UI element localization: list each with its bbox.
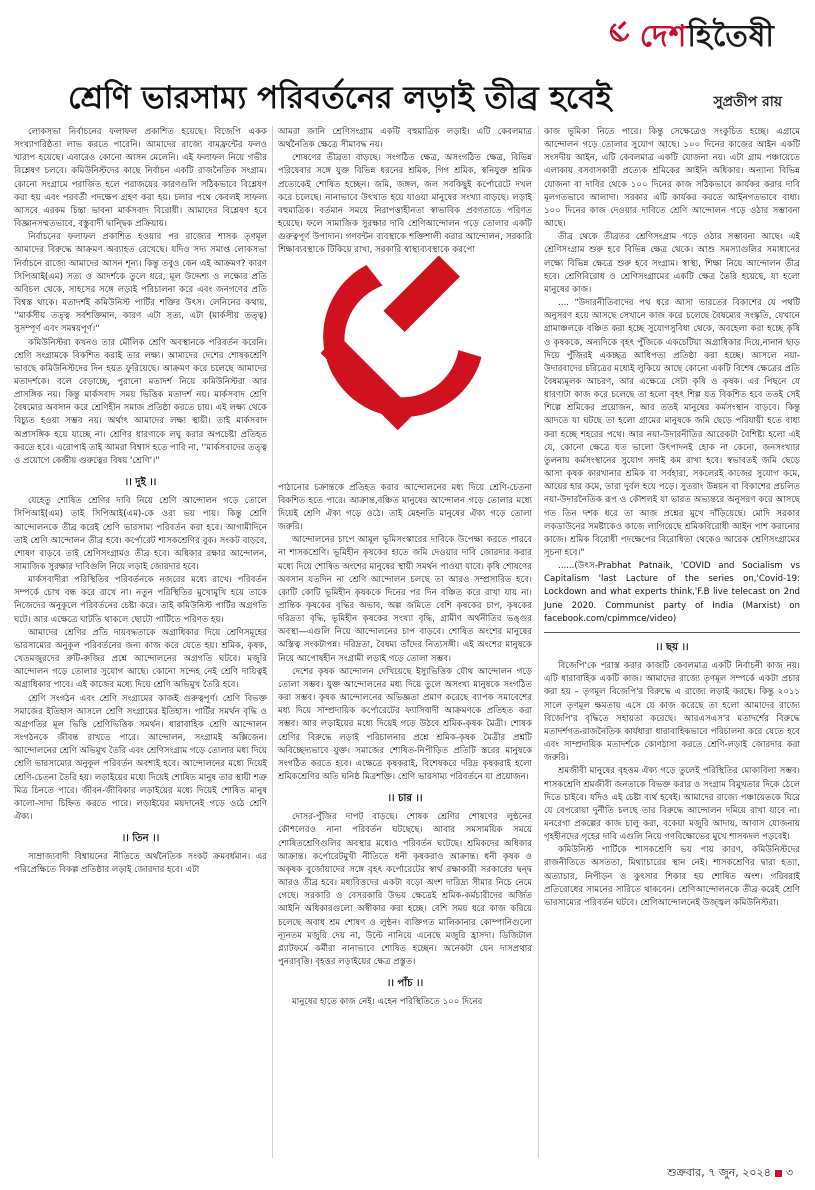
- square-icon: [775, 1170, 782, 1177]
- paragraph: বিজেপি'কে পরাস্ত করার কাজটি কেবলমাত্র একটি নির্বাচনী কাজ নয়। এটি ধারাবাহিক একটি কাজ। আমাদের রাজ্যে তৃণমূল সম্পর্কে একটা প্রচার করা হয় – তৃণমূল বিজেপি'র বিরুদ্ধে এ রাজ্যে লড়াই করছে। কিন্তু ২০১১ সালে তৃণমূল ক্ষমতায় এসে যে কাজ করেছে তা হলো আমাদের রাজ্যে বিজেপি'র বৃদ্ধিতে সহায়তা করেছে। আরএসএস'র মতাদর্শের বিরুদ্ধে মতাদর্শগত-রাজনৈতিক কার্যধারা ধারাবাহিকভাবে পরিচালনা করে যেতে হবে এবং সাম্প্রদায়িক মতাদর্শকে কোণঠাসা করতে শ্রেণি-লড়াই জোরদার করা জরুরি।: [544, 661, 800, 764]
- issue-date: শুক্রবার, ৭ জুন, ২০২৪: [667, 1166, 771, 1179]
- page-number: ৩: [785, 1166, 793, 1179]
- paragraph: তীব্র থেকে তীব্রতর শ্রেণিসংগ্রাম গড়ে ওঠার সম্ভাবনা আছে। এই শ্রেণিসংগ্রাম শুরু হবে বিভিন্ন ক্ষেত্র থেকে। আশু সমস্যাগুলির সমাধানের লক্ষ্যে বিভিন্ন ক্ষেত্রে শুরু হবে সংগ্রাম। স্বাস্থ্য, শিক্ষা নিয়ে আন্দোলন তীব্র হবে। শ্রেণিবিরোধ ও শ্রেণিসংগ্রামের একটি ক্ষেত্র তৈরি হয়েছে, যা হলো মানুষের কাজ।: [544, 232, 800, 295]
- paragraph: দেশের কৃষক আন্দোলন দেখিয়েছে ইস্যুভিত্তিক যৌথ আন্দোলন গড়ে তোলা সম্ভব। যুক্ত আন্দোলনের মধ্য দিয়ে তুলে অসংখ্য মানুষকে সংগঠিত করা সম্ভব। কৃষক আন্দোলনের অভিজ্ঞতা প্রমাণ করেছে ব্যাপক সমাবেশের মধ্য দিয়ে সাম্প্রদায়িক কর্পোরেটের ফ্যাসিবাদী আক্রমণকে প্রতিহত করা সম্ভব। আর লড়াইয়ের মধ্যে দিয়েই গড়ে উঠবে শ্রমিক-কৃষক মৈত্রী। শোষক শ্রেণির বিরুদ্ধে লড়াই পরিচালনার প্রশ্নে শ্রমিক-কৃষক মৈত্রীর প্রশ্নটি অবিচ্ছেদ্যভাবে যুক্ত। সমাজের শোষিত-নিপীড়িত প্রতিটি স্তরের মানুষকে সংগঠিত করতে হবে। এক্ষেত্রে কৃষকরাই, বিশেষকরে দরিদ্র কৃষকরাই হলো শ্রমিকশ্রেণির অতি ঘনিষ্ঠ মিত্রশক্তি। শ্রেণি ভারসাম্য পরিবর্তনে যা প্রয়োজন।: [278, 666, 532, 782]
- paragraph: কমিউনিস্টরা কখনও তার মৌলিক শ্রেণি অবস্থানকে পরিবর্তন করেনি। শ্রেণি সংগ্রামকে বিকশিত করাই তার লক্ষ্য। আমাদের দেশের শোষকশ্রেণি ভাবছে কমিউনিস্টদের দিন হয়ত ফুরিয়েছে। আক্রমণ করে চলেছে আমাদের মতাদর্শকে। বলে বেড়াচ্ছে, পুরানো মতাদর্শ নিয়ে কমিউনিস্টরা আর প্রাসঙ্গিক নয়। কিন্তু মার্কসবাদ সময় ভিত্তিক মতাদর্শ নয়। মার্কসবাদ শ্রেণি বৈষম্যের অবসান করে শ্রেণিহীন সমাজ প্রতিষ্ঠা করতে চায়। এই লক্ষ্য থেকে বিচ্যুত হওয়া সম্ভব নয়। অর্থাৎ আমাদের লক্ষ্য স্থায়ী। তাই মার্কসবাদ অপ্রাসঙ্গিক হয়ে যাচ্ছে না। শ্রেণির ধারণাকে লঘু করার অপচেষ্টা প্রতিহত করতে হবে। এরোপাই তাই আমরা বিশ্বাস হতে পারি না, ''মার্কসবাদের তত্ত্ব ও প্রয়োগে কেন্দ্রীয় গুরুত্বের বিষয় 'শ্রেণি'।'': [14, 337, 267, 466]
- paragraph: .... "উদারনীতিবাদের পথ ধরে আসা ভারতের বিকাশের যে পথটি অনুসরণ হয়ে আসছে সেখানে কাজ করে চলেছে বৈষম্যের সংস্কৃতি, যেখানে গ্রামাঞ্চলকে বঞ্চিত করা হচ্ছে সুযোগসুবিধা থেকে, অবহেলা করা হচ্ছে কৃষি ও কৃষককে, অন্যদিকে বৃহৎ পুঁজিকে একচেটিয়া অগ্রাধিকার দিয়ে,নানান ছাড় দিয়ে পুঁজিরই একচ্ছত্র আধিপত্য প্রতিষ্ঠা করা হচ্ছে। আসলে নয়া-উদারবাদের চরিত্রের মধ্যেই লুকিয়ে আছে কোনো একটি বিশেষ ক্ষেত্রের প্রতি বৈষম্যমূলক আচরণ, আর এক্ষেত্রে সেটা কৃষি ও কৃষক। এর পিছনে যে ধারণাটা কাজ করে চলেছে তা হলো বৃহৎ শিল্প যত বিকশিত হবে ততই সেই শিল্পে শ্রমিকের প্রয়োজন, আর ততই মানুষের কর্মসংস্থান বাড়বে। কিন্তু আদতে যা ঘটছে তা হলো গ্রামের মানুষকে জমি ছেড়ে পরিযায়ী হতে বাধ্য করা হচ্ছে শহরের পথে। আর নয়া-উদারনীতির আরেকটা বৈশিষ্ট্য হলো এই যে, কোনো ক্ষেত্রে যত ভালো উৎপাদনই হোক না কেনো, জনসংখ্যার তুলনায় কর্মসংস্থানের সুযোগ সদাই কম রাখা হবে। স্বভাবতই জমি ছেড়ে আসা কৃষক কারখানার শ্রমিক বা সর্বহারা, সকলেরই কাজের সুযোগ কমে, আয়ের হার কমে, তারা দুর্বল হয়ে পড়ে। সুতরাং উন্নয়ন বা বিকাশের প্রচলিত নয়া-উদারনৈতিক রূপ ও কৌশলই যা ভারত অভ্যন্তরে অনুসরণ করে আসছে গত তিন দশক ধরে তা আজ প্রশ্নের মুখে দাঁড়িয়েছে। মোদি সরকার লকডাউনের সমষ্টাকেও কাজে লাগিয়েছে শ্রমিকবিরোধী আইন পাশ করানোর কাজে। শ্রমিক বিরোধী পদক্ষেপের বিরোধিতা থেকেও আরেক শ্রেণিসংগ্রামের সূচনা হবে।": [544, 298, 800, 558]
- paragraph: যেহেতু শোষিত শ্রেণির দাবি নিয়ে শ্রেণি আন্দোলন গড়ে তোলে সিপিআই(এম) তাই সিপিআই(এম)-কে ওরা ভয় পায়। কিন্তু শ্রেণি আন্দোলনকে তীব্র করেই শ্রেণি ভারসাম্য পরিবর্তন করা হবে। আগামীদিনে তাই শ্রেণি আন্দোলন তীব্র হবে। কর্পোরেট শাসকশ্রেণির বুক। সংকট বাড়বে, শোষণ বাড়বে তাই শ্রেণিসংগ্রামও তীব্র হবে। অধিকার রক্ষার আন্দোলন, সামাজিক সুরক্ষার দাবিগুলি নিয়ে লড়াই জোরদার হবে।: [14, 496, 267, 572]
- paragraph: শ্রমজীবী মানুষের বৃহত্তম ঐক্য গড়ে তুলেই পরিস্থিতির মোকাবিলা সম্ভব। শাসকশ্রেণি শ্রমজীবী জনতাকে বিভক্ত করার ও সংগ্রাম বিমুখতার দিকে ঠেলে দিতে চাইবে। যদিও এই চেষ্টা ব্যর্থ হবেই। আমাদের রাজ্যে পঞ্চায়েতকে ঘিরে যে বেপরোয়া দুর্নীতি চলছে তার বিরুদ্ধে আন্দোলন দমিয়ে রাখা যাবে না। মনরেগা প্রকল্পের কাজ চালু করা, বকেয়া মজুরি আদায়, আবাস যোজনায় গৃহহীনদের গৃহের দাবি এগুলি নিয়ে গণবিক্ষোভের মুখে শাসকদল পড়বেই।: [544, 766, 800, 843]
- paragraph: আন্দোলনের চাপে আমূল ভূমিসংস্কারের দাবিকে উপেক্ষা করতে পারবে না শাসকশ্রেণি। ভূমিহীন কৃষকের হাতে জমি দেওয়ার দাবি জোরদার করার মধ্যে দিয়ে শোষিত অংশের মানুষের স্থায়ী সমর্থন পাওয়া যাবে। কৃষি শোষণের অবসান যতদিন না শ্রেণি আন্দোলন চলছে তা আরও সম্প্রসারিত হবে। কোটি কোটি ভূমিহীন কৃষককে দিনের পর দিন বঞ্চিত করে রাখা যায় না। প্রান্তিক কৃষকের বৃদ্ধির অভাব, অল্প জমিতে বেশি কৃষকের চাপ, কৃষকের দরিদ্রতা বৃদ্ধি, ভূমিহীন কৃষকের সংখ্যা বৃদ্ধি, গ্রামীণ অর্থনীতির ভঙ্গুর অবস্থা—এগুলি নিয়ে আন্দোলনের চাপ বাড়বে। শোষিত অংশের মানুষের অস্তিত্ব সংকটাপন্ন। দরিদ্রতা, বৈষম্য তাঁদের নিত্যসঙ্গী। এই অংশের মানুষকে নিয়ে আপোষহীন সংগ্রামী লড়াই গড়ে তোলা সম্ভব।: [278, 535, 532, 664]
- headline-row: [28, 74, 788, 122]
- page-footer: [667, 1164, 793, 1183]
- hammer-sickle-icon: [607, 18, 633, 44]
- paragraph: কমিউনিস্ট পার্টিকে শাসকশ্রেণি ভয় পায় কারণ, কমিউনিস্টদের রাজনীতিতে অসততা, মিথ্যাচারের স্থান নেই। শাসকশ্রেণির দ্বারা হত্যা, অত্যাচার, নিপীড়ন ও কুৎসার শিকার হয় শোষিত অংশ। গরিবরাই প্রতিরোধের সামনের সারিতে থাকবেন। শ্রেণিআন্দোলনকে তীব্র করেই শ্রেণি ভারসাম্যের পরিবর্তন ঘটবে। শ্রেণিআন্দোলনেই উজ্জ্বল কমিউনিস্টরা।: [544, 845, 800, 908]
- headline: শ্রেণি ভারসাম্য পরিবর্তনের লড়াই তীব্র হবেই: [68, 80, 612, 116]
- paragraph: আমাদের শ্রেণির প্রতি দায়বদ্ধতাকে অগ্রাধিকার দিয়ে শ্রেণিসমূহের ভারসাম্যের অনুকূল পরিবর্তনের জন্য কাজ করে যেতে হয়। শ্রমিক, কৃষক, খেতমজুরদের রুটি-রুজির প্রশ্নে আন্দোলনের অগ্রগতি ঘটবে। মজুরি আন্দোলন গড়ে তোলার সুযোগ আছে। কোনো সন্দেহ নেই শ্রেণি দায়িত্বই অগ্রাধিকার পাবে। এই কাজের মধ্যে দিয়ে শ্রেণি অভিমুখ তৈরি হবে।: [14, 627, 267, 691]
- hammer-sickle-icon: [286, 218, 516, 450]
- divider: [544, 632, 800, 633]
- brand-black: হিতৈষী: [687, 19, 775, 54]
- section-heading: ।। পাঁচ ।।: [386, 978, 424, 990]
- paragraph: শোষণের তীব্রতা বাড়ছে। সংগঠিত ক্ষেত্র, অসংগঠিত ক্ষেত্র, বিভিন্ন পরিষেবার সঙ্গে যুক্ত বিভিন্ন ধরনের শ্রমিক, গিগ শ্রমিক, স্বনিযুক্ত শ্রমিক প্রত্যেকেই শোষিত হচ্ছেন। জমি, জঙ্গল, জল সবকিছুই কর্পোরেটে দখল করে চলেছে। নানাভাবে উৎখাত হয়ে যাওয়া মানুষের সংখ্যা বাড়ছে। লড়াই বহুমাত্রিক। বর্তমান সময়ে নিরাপত্তাহীনতা স্বাভাবিক প্রবণতাতে পরিণত হয়েছে। ফলে সামাজিক সুরক্ষার দাবি শ্রেণিআন্দোলন গড়ে তোলার একটি গুরুত্বপূর্ণ উপাদান। গণবন্টন ব্যবস্থাকে শক্তিশালী করার আন্দোলন, সরকারি শিক্ষাব্যবস্থাকে টিকিয়ে রাখা, সরকারি স্বাস্থ্যব্যবস্থাকে করপো: [278, 153, 532, 256]
- paragraph: নির্বাচনের ফলাফল প্রকাশিত হওয়ার পর রাজ্যের শাসক তৃণমূল আমাদের বিরুদ্ধে আক্রমণ অব্যাহত রেখেছে। যদিও সদ্য সমাপ্ত লোকসভা নির্বাচনে রাজ্যে আমাদের আসন শূন্য। কিন্তু তবুও কেন এই আক্রমণ? কারণ সিপিআই(এম) সত্য ও আদর্শকে তুলে ধরে, মূল উদ্দেশ্য ও লক্ষ্যের প্রতি অবিচল থেকে, সাহসের সঙ্গে লড়াই পরিচালনা করে এবং জনগণের প্রতি বিশ্বস্ত থাকে। মতাদর্শই কমিউনিস্ট পার্টির শক্তির উৎস। লেনিনের কথায়, ''মার্কসীয় তত্ত্ব সর্বশক্তিমান, কারণ এটা সত্য, এটা (মার্কসীয় তত্ত্ব) সুসম্পূর্ণ এবং সমন্বয়পূর্ণ।'': [14, 232, 267, 335]
- paragraph: মানুষের হাতে কাজ নেই। এহেন পরিস্থিতিতে ১০০ দিনের: [292, 997, 483, 1008]
- brand-name: [640, 12, 775, 63]
- masthead: [0, 0, 815, 66]
- paragraph: শ্রেণি সংগঠন এবং শ্রেণি সংগ্রামের কাজই গুরুত্বপূর্ণ। শ্রেণি বিভক্ত সমাজের ইতিহাস আসলে শ্রেণি সংগ্রামের ইতিহাস। পার্টির সমর্থন বৃদ্ধি ও অগ্রগতির মূল ভিত্তি শ্রেণিভিত্তিক সমর্থন। ধারাবাহিক শ্রেণি আন্দোলন সংগঠনকে জীবন্ত রাখতে পারে। আন্দোলন, সংগ্রামই অক্সিজেন। আন্দোলনের শ্রেণি অভিমুখ তৈরি এবং শ্রেণিসংগ্রাম গড়ে তোলার মধ্য দিয়ে শ্রেণি ভারসাম্যের অনুকূল পরিবর্তন অবশ্যই হবে। আন্দোলনের মধ্যে দিয়েই শ্রেণি-চেতনা তৈরি হয়। লড়াইয়ের মধ্যে দিয়েই শোষিত মানুষ তার স্থায়ী শত্রু মিত্র চিনতে পারে। জীবন-জীবিকার লড়াইয়ের মধ্যে দিয়েই শোষিত মানুষ কালো-সাদা চিহ্নিত করতে পারে। লড়াইয়ের ময়দানেই গড়ে ওঠে শ্রেণি ঐক্য।: [14, 693, 267, 822]
- byline: সুপ্রতীপ রায়: [713, 94, 782, 110]
- brand-red: দেশ: [639, 19, 688, 54]
- section-heading: ।। দুই ।।: [124, 477, 157, 489]
- paragraph: কাজ ভূমিকা নিতে পারে। কিন্তু সেক্ষেত্রেও সংকুচিত হচ্ছে। এগ্রামে আন্দোলন গড়ে তোলার সুযোগ আছে। ১০০ দিনের কাজের আইন একটি সংসদীয় আইন, এটি কেবলমাত্র একটি যোজনা নয়। এটা গ্রাম পঞ্চায়েতে এলাকায় বসবাসকারী প্রত্যেক শ্রমিকের আইনি অধিকার। অন্যান্য বিভিন্ন যোজনা বা দাবির থেকে ১০০ দিনের কাজ সঠিকভাবে কার্যকর করার দাবি মূলগতভাবে আলাদা। সরকার এটি কার্যকর করতে আইনগতভাবে বাধ্য। ১০০ দিনের কাজ দেওয়ার দাবিতে শ্রেণি আন্দোলন গড়ে ওঠার সম্ভাবনা আছে।: [544, 127, 800, 230]
- section-heading: ।। চার ।।: [387, 793, 423, 805]
- paragraph: মার্কসবাদীরা পরিস্থিতির পরিবর্তনকে নজরের মধ্যে রাখে। পরিবর্তন সম্পর্কে চোখ বন্ধ করে রাখে না। নতুন পরিস্থিতির মুখোমুখি হয়ে তাকে নিজেদের অনুকূলে পরিবর্তনের চেষ্টা করে। তাই কমিউনিস্ট পার্টির অগ্রগতি ঘটে। আর এক্ষেত্রে ঘাটতি থাকলে ছোটো পার্টিতে পরিণত হয়।: [14, 575, 267, 625]
- citation: ......(উৎস-Prabhat Patnaik, 'COVID and Socialism vs Capitalism 'last Lacture of the series on,'Covid-19: Lockdown and what experts think,'F.B live telecast on 2nd June 2020. Communist party of India (Marxist) on facebook.com/cpimmce/video): [544, 561, 800, 624]
- column-1: [14, 126, 267, 878]
- paragraph: আমরা জানি শ্রেণিসংগ্রাম একটি বহুমাত্রিক লড়াই। এটি কেবলমাত্র অর্থনৈতিক ক্ষেত্রে সীমাবদ্ধ নয়।: [278, 127, 532, 151]
- paragraph: দোসর-পুঁজির দাপট বাড়ছে। শোষক শ্রেণির শোষণের লুন্ঠনের কৌশলেরও নানা পরিবর্তন ঘটছেছে। আবার সমসাময়িক সময়ে শোষিতশ্রেণিগুলির অবস্থার মধ্যেও পরিবর্তন ঘটেছে। শ্রমিকদের অধিকার আক্রান্ত। কর্পোরেটমুখী নীতিতে ধনী কৃষকরাও আক্রান্ত। ধনী কৃষক ও অকৃষক বুর্জোয়াদের সঙ্গে বৃহৎ কর্পোরেটের স্বার্থ রক্ষাকারী সরকারের দ্বন্দ্ব আরও তীব্র হবে। মধ্যবিত্তদের একটা বড়ো অংশ দারিদ্র্য সীমার নিচে নেমে গেছে। সরকারি ও বেসরকারি উভয় ক্ষেত্রেই শ্রমিক-কর্মচারীদের অর্জিত আইনি অধিকারগুলো অস্বীকার করা হচ্ছে। বেশি সময় ধরে কাজ করিয়ে চলেছে অবাধ শ্রম শোষণ ও লুন্ঠন। ব্যক্তিগত মালিকানার কোম্পানিগুলো ন্যূনতম মজুরি দেয় না, উল্টে নানিয়ে এনেছে মজুরি হ্রাসদা। ডিজিটাল প্ল্যাটফর্মে কর্মীরা নানাভাবে শোষিত হচ্ছেন। অনেকটা যেন দাসপ্রথার পুনরাবৃত্তি। বৃহত্তর লড়াইয়ের ক্ষেত্র প্রস্তুত।: [278, 812, 532, 968]
- paragraph: সাম্রাজ্যবাদী বিশ্বায়নের নীতিতে অর্থনৈতিক সংকট ক্রমবর্ধমান। এর পরিপ্রেক্ষিতে বিকল্প প্রতিষ্ঠার লড়াই জোরদার হবে। এটা: [14, 852, 267, 876]
- paragraph: পাঠানোর চক্রান্তকে প্রতিহত করার আন্দোলনের মধ্য দিয়ে শ্রেণি-চেতনা বিকশিত হতে পারে। আক্রান্ত,বঞ্চিত মানুষের আন্দোলন গড়ে তোলার মধ্যে দিয়েই শ্রেণি ঐক্য গড়ে ওঠে। তাই মেহনতি মানুষের ঐক্য গড়ে তোলা জরুরি।: [278, 482, 532, 533]
- column-rule: [272, 126, 273, 1158]
- section-heading: ।। ছয় ।।: [655, 641, 689, 653]
- paragraph: লোকসভা নির্বাচনের ফলাফল প্রকাশিত হয়েছে। বিজেপি একক সংখ্যাগরিষ্ঠতা লাভ করতে পারেনি। আমাদের রাজ্যে বামফ্রন্টের ফলও খারাপ হয়েছে। এবারেও কোনো আসন মেলেনি। এই ফলাফল নিয়ে গভীর বিশ্লেষণ চলবে। কমিউনিস্টদের কাছে নির্বাচন একটি রাজনৈতিক সংগ্রাম। কোনো সংগ্রামে পরাজিত হলে পরাজয়ের কারণগুলি সঠিকভাবে বিশ্লেষণ করা হয় এবং পরবর্তী পদক্ষেপ গ্রহণ করা হয়। চলার পথে কেবলই সাফল্য আসবে এরকম চিন্তা ভাবনা মার্কসবাদ বিরোধী। আমাদের বিশ্লেষণ হবে বিজ্ঞানসম্মতভাবে, বস্তুবাদী দ্বান্দ্বিক প্রক্রিয়ায়।: [14, 127, 267, 230]
- section-heading: ।। তিন ।।: [121, 833, 160, 845]
- column-3: [544, 126, 800, 910]
- column-rule: [538, 126, 539, 1158]
